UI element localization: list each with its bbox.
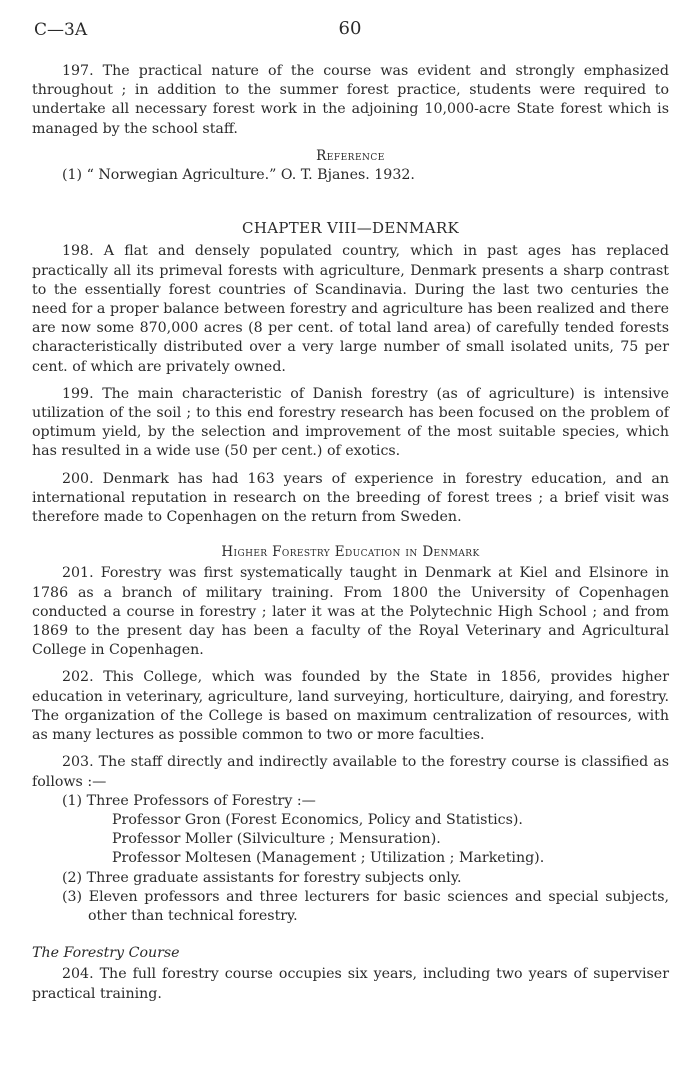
professor-gron: Professor Gron (Forest Economics, Policy and Statistics). xyxy=(112,811,523,828)
page-body xyxy=(32,62,669,1004)
section-heading: Higher Forestry Education in Denmark xyxy=(221,544,480,561)
paragraph-201: 201. Forestry was first systematically taught in Denmark at Kiel and Elsinore in 1786 as a branch of military training. From 1800 the University of Copenhagen conducted a course in forestry ; later it was at the Polytechnic High School ; and from 1869 to the present day has been a faculty of the Royal Veterinary and Agricultural College in Copenhagen. xyxy=(32,565,669,659)
paragraph-197: 197. The practical nature of the course was evident and strongly emphasized throughout ; in addition to the summer forest practice, students were required to undertake all necessary forest work in the adjoining 10,000-acre State forest which is managed by the school staff. xyxy=(32,63,669,137)
chapter-heading: CHAPTER VIII—DENMARK xyxy=(242,219,459,238)
paragraph-199: 199. The main characteristic of Danish forestry (as of agriculture) is intensive utilization of the soil ; to this end forestry research has been focused on the problem of optimum yield, by the selection and improvement of the most suitable species, which has resulted in a wide use (50 per cent.) of exotics. xyxy=(32,385,669,460)
paragraph-200: 200. Denmark has had 163 years of experience in forestry education, and an international reputation in research on the breeding of forest trees ; a brief visit was therefore made to Copenhagen on the return from Sweden. xyxy=(32,470,669,526)
paragraph-198: 198. A flat and densely populated country, which in past ages has replaced practically all its primeval forests with agriculture, Denmark presents a sharp contrast to the essentially forest countries of Scandinavia. During the last two centuries the need for a proper balance between forestry and agriculture has been realized and there are now some 870,000 acres (8 per cent. of total land area) of carefully tended forests characteristically distributed over a very large number of small isolated units, 75 per cent. of which are privately owned. xyxy=(32,243,669,375)
professor-moltesen: Professor Moltesen (Management ; Utilization ; Marketing). xyxy=(112,850,545,867)
reference-heading: Reference xyxy=(316,147,385,164)
forestry-course-subheading: The Forestry Course xyxy=(32,945,180,962)
paragraph-204: 204. The full forestry course occupies six years, including two years of superviser practical training. xyxy=(32,966,669,1002)
series-label: C—3A xyxy=(34,20,88,40)
reference-item: (1) “ Norwegian Agriculture.” O. T. Bjanes. 1932. xyxy=(62,167,415,184)
staff-list-item-3: (3) Eleven professors and three lecturers for basic sciences and special subjects, other than technical forestry. xyxy=(62,888,669,924)
paragraph-203: 203. The staff directly and indirectly available to the forestry course is classified as follows :— xyxy=(32,754,669,790)
staff-list-item-1: (1) Three Professors of Forestry :— xyxy=(62,792,316,809)
staff-list-item-2: (2) Three graduate assistants for forestry subjects only. xyxy=(62,869,462,886)
page-number: 60 xyxy=(338,18,362,39)
professor-moller: Professor Moller (Silviculture ; Mensuration). xyxy=(112,831,441,848)
paragraph-202: 202. This College, which was founded by the State in 1856, provides higher education in veterinary, agriculture, land surveying, horticulture, dairying, and forestry. The organization of the College is based on maximum centralization of resources, with as many lectures as possible common to two or more faculties. xyxy=(32,669,669,744)
